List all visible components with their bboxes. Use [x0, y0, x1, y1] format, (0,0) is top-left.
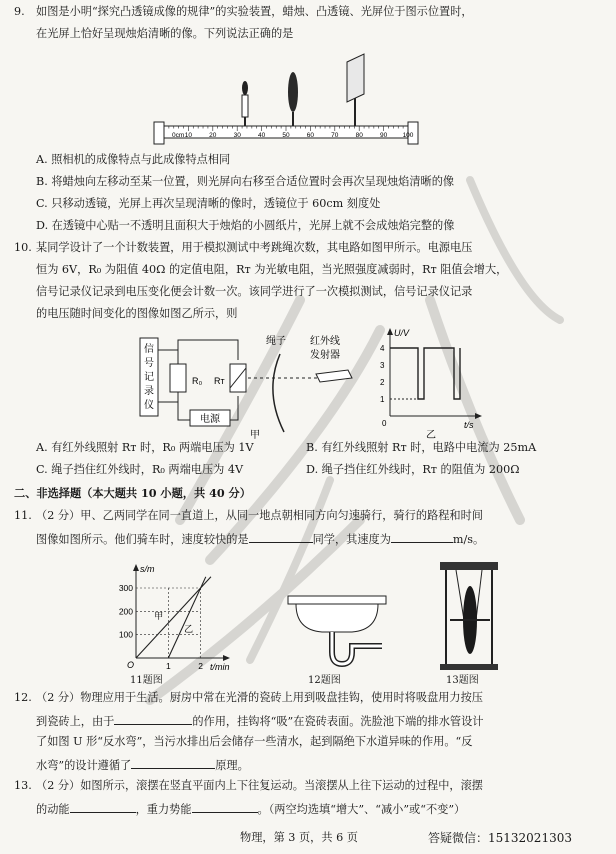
ut-tick: 2	[380, 378, 385, 387]
ut-waveform	[390, 348, 460, 399]
r0-label: R₀	[192, 376, 203, 386]
candle	[242, 81, 248, 126]
q12-number: 12.	[14, 691, 32, 704]
ruler-label: 80	[355, 132, 363, 139]
q9-option-b: B. 将蜡烛向左移动至某一位置，则光屏向右移至合适位置时会再次呈现烛焰清晰的像	[36, 175, 455, 188]
chart-11-caption: 11题图	[130, 675, 163, 686]
ir-emitter	[316, 370, 352, 382]
q11-text: m/s。	[452, 533, 485, 546]
q9-option-a: A. 照相机的成像特点与此成像特点相同	[36, 153, 231, 166]
ruler-label: 10	[184, 132, 193, 139]
chart-y-tick: 200	[118, 606, 133, 617]
figure-yi-label: 乙	[426, 430, 436, 441]
ruler-label: 70	[331, 132, 339, 139]
q11-number: 11.	[14, 509, 32, 522]
q12-text: 原理。	[215, 759, 249, 772]
chart-series-label: 甲	[154, 611, 164, 621]
ir-label-2: 发射器	[310, 350, 340, 361]
q9-option-d: D. 在透镜中心贴一不透明且面积大于烛焰的小圆纸片，光屏上就不会成烛焰完整的像	[36, 219, 455, 232]
q12-blank-1[interactable]	[114, 712, 192, 725]
q10-stem-line2: 恒为 6V，R₀ 为阻值 40Ω 的定值电阻，Rᴛ 为光敏电阻，当光照强度减弱时，Rᴛ 阻值会增大，	[36, 263, 508, 276]
ruler-label: 100	[402, 132, 414, 139]
chart-x-tick: 2	[198, 661, 203, 671]
recorder-char: 录	[144, 386, 154, 397]
q12-text: 的作用，挂钩将“吸”在瓷砖表面。洗脸池下端的排水管设计	[192, 715, 484, 728]
q12-text: 到瓷砖上，由于	[36, 715, 115, 728]
ruler-label: 30	[233, 132, 241, 139]
ruler-label: 40	[257, 132, 266, 139]
ruler-label: 90	[379, 132, 388, 139]
q9-option-c: C. 只移动透镜，光屏上再次呈现清晰的像时，透镜位于 60cm 刻度处	[36, 197, 381, 210]
ruler-label: 60	[306, 132, 315, 139]
q11-line2	[36, 530, 484, 548]
q12-line1: （2 分）物理应用于生活。厨房中常在光滑的瓷砖上用到吸盘挂钩，使用时将吸盘用力按压	[36, 691, 483, 704]
ir-label-1: 红外线	[310, 336, 340, 347]
ut-axis-y-label: U/V	[394, 328, 410, 338]
q10-number: 10.	[14, 241, 32, 254]
q11-text: 同学，其速度为	[312, 533, 391, 546]
power-label: 电源	[200, 414, 220, 425]
q10-stem-line4: 的电压随时间变化的图像如图乙所示，则	[36, 307, 238, 320]
chart-series-label: 乙	[184, 624, 194, 634]
recorder-char: 信	[144, 344, 154, 355]
rope	[273, 354, 284, 432]
ut-origin: 0	[382, 419, 387, 428]
figure-jia-label: 甲	[250, 430, 260, 441]
support-bar	[440, 562, 498, 570]
chart-y-arrow	[133, 564, 139, 571]
q9-stem-line2: 在光屏上恰好呈现烛焰清晰的像。下列说法正确的是	[36, 27, 294, 40]
q13-text: 。（两空均选填“增大”、“减小”或“不变”）	[257, 803, 466, 816]
fig12-caption: 12题图	[308, 675, 341, 686]
convex-lens	[288, 72, 298, 126]
chart-x-label: t/min	[210, 662, 230, 672]
ut-axis-x-label: t/s	[464, 420, 474, 430]
q10-option-a: A. 有红外线照射 Rᴛ 时，R₀ 两端电压为 1V	[36, 441, 254, 454]
optical-bench-figure	[150, 50, 420, 146]
base-bar	[440, 664, 498, 670]
q12-line4	[36, 756, 249, 774]
maxwell-wheel-figure	[436, 560, 506, 676]
q12-text: 水弯”的设计遵循了	[36, 759, 132, 772]
q11-line1: （2 分）甲、乙两同学在同一直道上，从同一地点朝相同方向匀速骑行，骑行的路程和时间	[36, 509, 483, 522]
q11-blank-speed[interactable]	[391, 530, 453, 543]
chart-11-st-graph	[98, 558, 238, 686]
voltage-time-figure	[378, 326, 488, 446]
light-screen	[347, 54, 364, 126]
fig13-caption: 13题图	[446, 675, 479, 686]
ruler-label: 20	[209, 132, 217, 139]
q13-line2	[36, 800, 465, 818]
recorder-char: 记	[144, 372, 154, 383]
q12-blank-2[interactable]	[131, 756, 215, 769]
ut-tick: 1	[380, 395, 385, 404]
q13-line1: （2 分）如图所示，滚摆在竖直平面内上下往复运动。当滚摆从上往下运动的过程中，滚摆	[36, 779, 483, 792]
q11-text: 图像如图所示。他们骑车时，速度较快的是	[36, 533, 249, 546]
q10-stem-line1: 某同学设计了一个计数装置，用于模拟测试中考跳绳次数，其电路如图甲所示。电源电压	[36, 241, 473, 254]
sink-basin	[288, 596, 386, 632]
rope-label: 绳子	[266, 336, 286, 347]
q13-blank-potential[interactable]	[192, 800, 258, 813]
q10-option-b: B. 有红外线照射 Rᴛ 时，电路中电流为 25mA	[306, 441, 537, 454]
q10-stem-line3: 信号记录仪记录到电压变化便会计数一次。该同学进行了一次模拟测试，信号记录仪记录	[36, 285, 473, 298]
circuit-figure	[138, 330, 378, 442]
q10-option-d: D. 绳子挡住红外线时，Rᴛ 的阻值为 200Ω	[306, 463, 520, 476]
q9-number: 9.	[14, 5, 25, 18]
q13-number: 13.	[14, 779, 32, 792]
chart-y-label: s/m	[140, 564, 155, 574]
ruler-label: 50	[282, 132, 290, 139]
page-number: 物理，第 3 页，共 6 页	[240, 831, 358, 844]
ut-tick: 4	[380, 344, 385, 353]
q12-line2	[36, 712, 483, 730]
chart-x-arrow	[223, 655, 230, 661]
q12-line3: 了如图 U 形“反水弯”，当污水排出后会储存一些清水，起到隔绝下水道异味的作用。“反	[36, 735, 473, 748]
q11-blank-student[interactable]	[249, 530, 313, 543]
chart-x-tick: 1	[165, 661, 171, 671]
rt-label: Rᴛ	[214, 376, 225, 386]
sink-figure	[282, 590, 392, 674]
ut-tick: 3	[380, 361, 385, 370]
chart-y-tick: 100	[118, 629, 133, 640]
q13-text: ，重力势能	[135, 803, 192, 816]
resistor-r0	[170, 364, 186, 392]
u-shaped-trap	[332, 632, 382, 664]
recorder-char: 仪	[144, 400, 154, 411]
recorder-char: 号	[144, 358, 154, 369]
section-heading: 二、非选择题（本大题共 10 小题，共 40 分）	[14, 486, 251, 500]
q13-text: 的动能	[36, 803, 70, 816]
q13-blank-kinetic[interactable]	[70, 800, 136, 813]
q10-option-c: C. 绳子挡住红外线时，R₀ 两端电压为 4V	[36, 463, 244, 476]
ruler-zero-label: 0cm	[172, 132, 185, 139]
chart-origin: O	[127, 660, 135, 670]
chart-y-tick: 300	[118, 583, 133, 593]
q9-stem-line1: 如图是小明“探究凸透镜成像的规律”的实验装置，蜡烛、凸透镜、光屏位于图示位置时，	[36, 5, 473, 18]
contact-info: 答疑微信：15132021303	[428, 831, 572, 845]
